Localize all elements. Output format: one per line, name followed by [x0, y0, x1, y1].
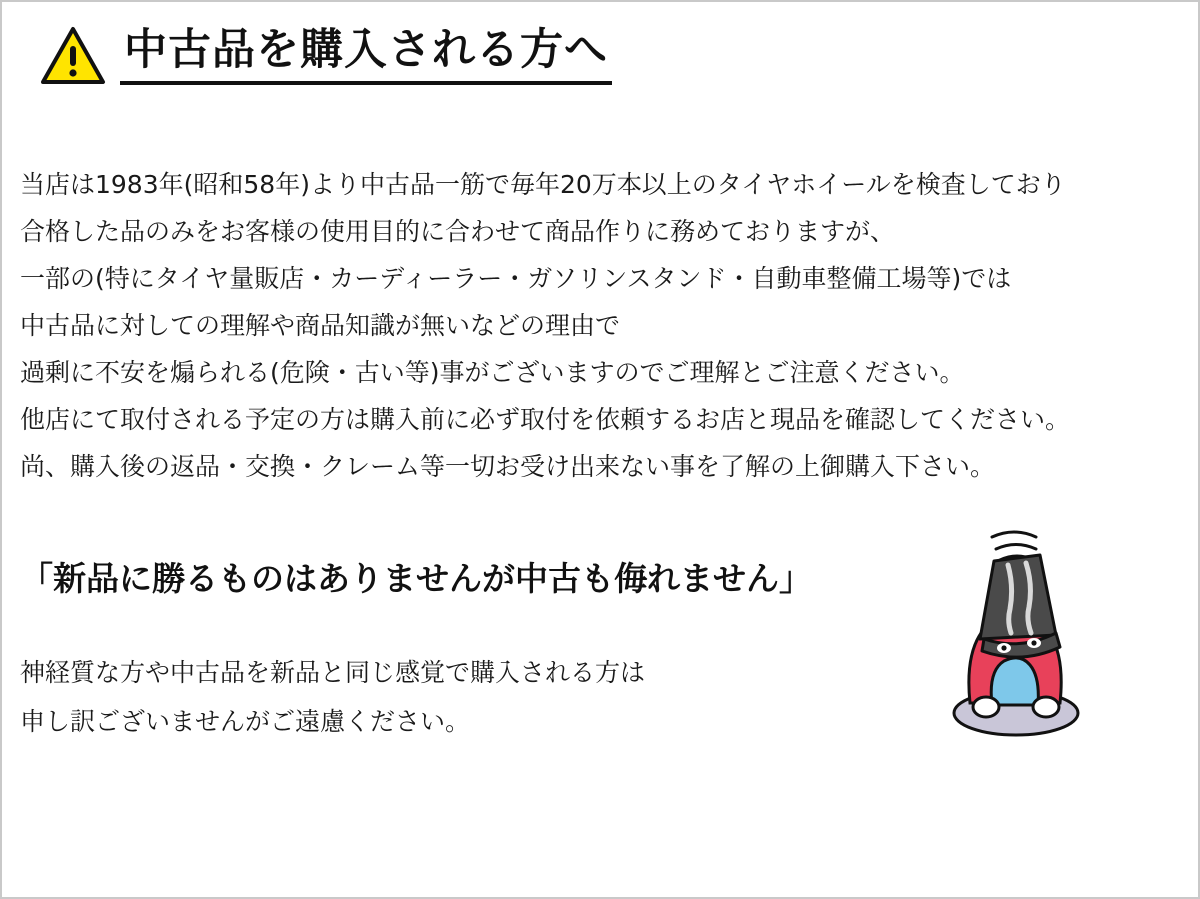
notice-body-line: 他店にて取付される予定の方は購入前に必ず取付を依頼するお店と現品を確認してください。 — [20, 405, 1071, 434]
notice-footer-text — [20, 660, 920, 758]
page-border-left — [0, 0, 2, 899]
bowing-tire-character-illustration — [930, 515, 1110, 745]
notice-body-line: 一部の(特にタイヤ量販店・カーディーラー・ガソリンスタンド・自動車整備工場等)では — [20, 264, 1012, 293]
notice-body-line: 中古品に対しての理解や商品知識が無いなどの理由で — [20, 311, 621, 340]
highlight-quote: 「新品に勝るものはありませんが中古も侮れません」 — [20, 559, 812, 598]
notice-body-line: 尚、購入後の返品・交換・クレーム等一切お受け出来ない事を了解の上御購入下さい。 — [20, 452, 996, 481]
page-title: 中古品を購入される方へ — [120, 27, 612, 84]
page-border-top — [0, 0, 1200, 2]
notice-body-line: 当店は1983年(昭和58年)より中古品一筋で毎年20万本以上のタイヤホイールを検査しており — [20, 170, 1066, 199]
notice-footer-line: 神経質な方や中古品を新品と同じ感覚で購入される方は — [20, 658, 646, 687]
notice-header — [40, 26, 612, 86]
notice-footer-line: 申し訳ございませんがご遠慮ください。 — [20, 707, 471, 736]
notice-body-line: 合格した品のみをお客様の使用目的に合わせて商品作りに務めておりますが、 — [20, 217, 896, 246]
notice-body-line: 過剰に不安を煽られる(危険・古い等)事がございますのでご理解とご注意ください。 — [20, 358, 965, 387]
notice-body — [20, 172, 1120, 501]
warning-triangle-icon — [40, 26, 106, 86]
